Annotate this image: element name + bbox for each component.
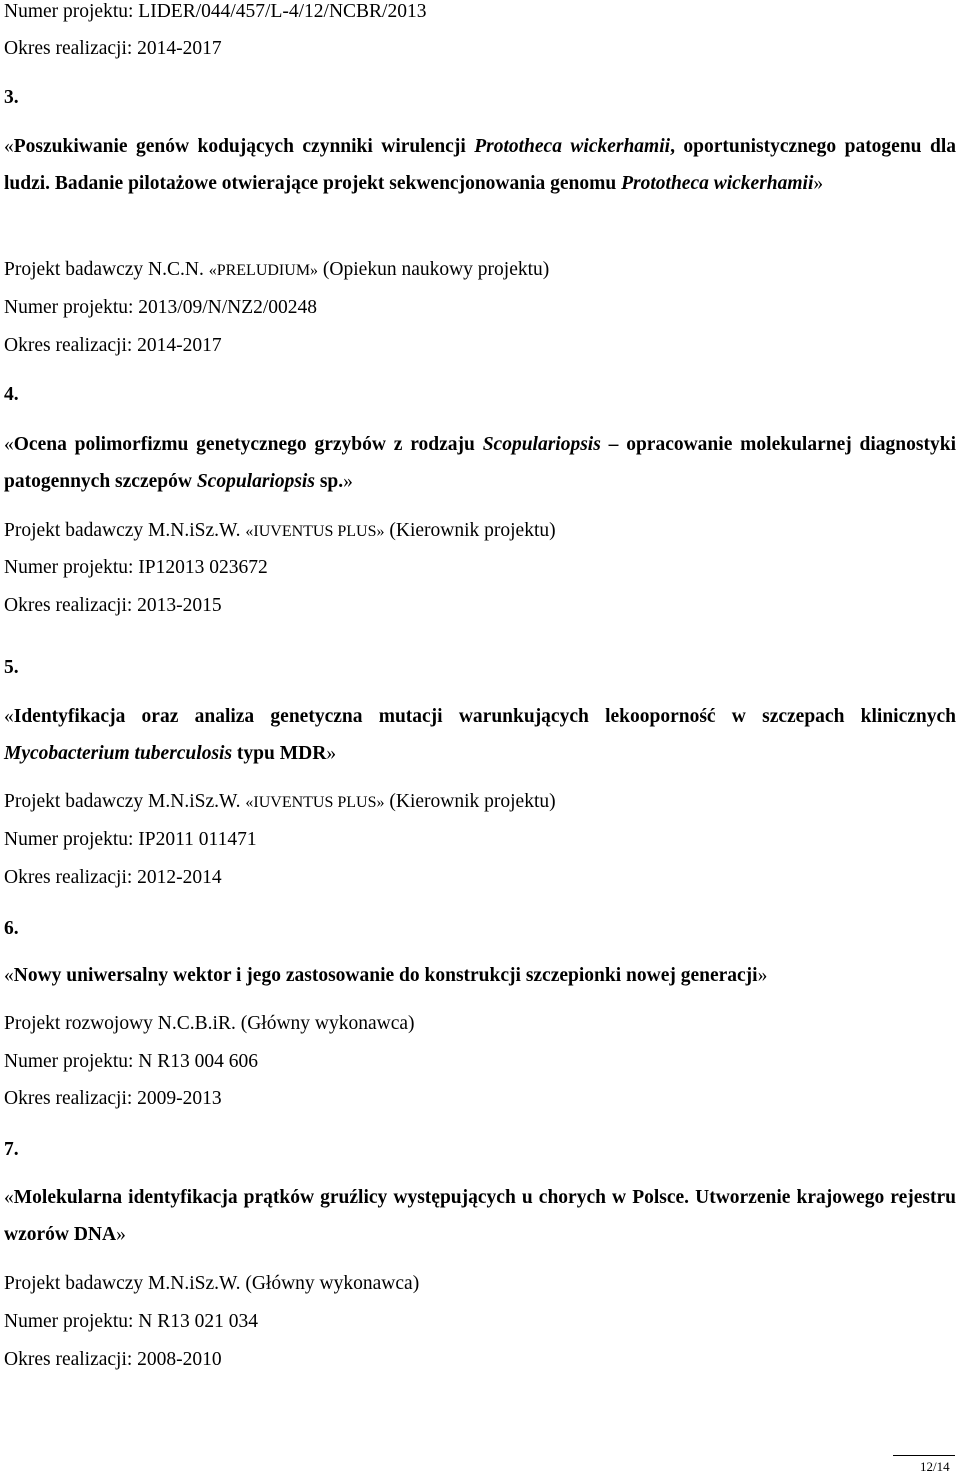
project-6-title: «Nowy uniwersalny wektor i jego zastosowanie do konstrukcji szczepionki nowej generacji» xyxy=(4,965,768,986)
header-project-period: Okres realizacji: 2014-2017 xyxy=(4,38,222,59)
project-5-title: «Identyfikacja oraz analiza genetyczna mutacji warunkujących lekooporność w szczepach klinicznych Mycobacterium tuberculosis typu MDR» xyxy=(4,706,956,764)
project-5-period: Okres realizacji: 2012-2014 xyxy=(4,867,222,888)
project-7-period: Okres realizacji: 2008-2010 xyxy=(4,1349,222,1370)
project-6-period: Okres realizacji: 2009-2013 xyxy=(4,1088,222,1109)
project-3-title: «Poszukiwanie genów kodujących czynniki wirulencji Prototheca wickerhamii, oportunistycznego patogenu dla ludzi. Badanie pilotażowe otwierające projekt sekwencjonowania genomu Prototheca wickerhamii» xyxy=(4,136,956,194)
project-4-type: Projekt badawczy M.N.iSz.W. «IUVENTUS PLUS» (Kierownik projektu) xyxy=(4,520,556,541)
project-3-number-line: Numer projektu: 2013/09/N/NZ2/00248 xyxy=(4,297,318,318)
quote-close: » xyxy=(813,173,824,194)
project-3-type: Projekt badawczy N.C.N. «PRELUDIUM» (Opiekun naukowy projektu) xyxy=(4,259,550,280)
project-6-number: 6. xyxy=(4,918,19,939)
project-5-number: 5. xyxy=(4,657,19,678)
project-3-number: 3. xyxy=(4,87,19,108)
project-4-number: 4. xyxy=(4,384,19,405)
project-5-number-line: Numer projektu: IP2011 011471 xyxy=(4,829,257,850)
project-7-number-line: Numer projektu: N R13 021 034 xyxy=(4,1311,259,1332)
project-3-period: Okres realizacji: 2014-2017 xyxy=(4,335,222,356)
project-6-type: Projekt rozwojowy N.C.B.iR. (Główny wykonawca) xyxy=(4,1013,415,1034)
project-7-title: «Molekularna identyfikacja prątków gruźlicy występujących u chorych w Polsce. Utworzenie krajowego rejestru wzorów DNA» xyxy=(4,1187,956,1245)
project-6-number-line: Numer projektu: N R13 004 606 xyxy=(4,1051,259,1072)
project-7-number: 7. xyxy=(4,1139,19,1160)
project-5-type: Projekt badawczy M.N.iSz.W. «IUVENTUS PLUS» (Kierownik projektu) xyxy=(4,791,556,812)
project-7-type: Projekt badawczy M.N.iSz.W. (Główny wykonawca) xyxy=(4,1273,420,1294)
header-project-number: Numer projektu: LIDER/044/457/L-4/12/NCBR/2013 xyxy=(4,1,427,22)
page-number: 12/14 xyxy=(920,1459,950,1474)
page-number-rule xyxy=(893,1455,955,1456)
project-4-number-line: Numer projektu: IP12013 023672 xyxy=(4,557,268,578)
project-4-period: Okres realizacji: 2013-2015 xyxy=(4,595,222,616)
project-4-title: «Ocena polimorfizmu genetycznego grzybów z rodzaju Scopulariopsis – opracowanie molekularnej diagnostyki patogennych szczepów Scopulariopsis sp.» xyxy=(4,434,956,492)
quote-open: « xyxy=(4,136,14,157)
